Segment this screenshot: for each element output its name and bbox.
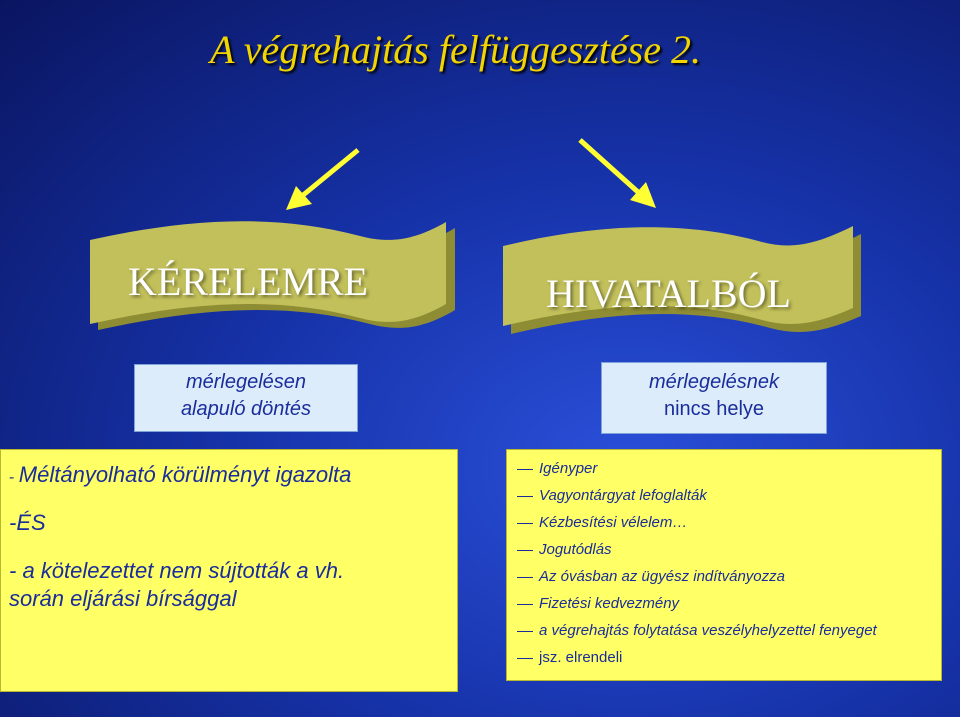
dash-icon bbox=[517, 550, 533, 551]
merlegelesen-box bbox=[134, 364, 358, 432]
dash-icon bbox=[517, 604, 533, 605]
case-item-7: a végrehajtás folytatása veszélyhelyzettel fenyeget bbox=[517, 622, 877, 639]
case-item-2: Vagyontárgyat lefoglalták bbox=[517, 487, 707, 504]
merlegelesen-line2: alapuló döntés bbox=[180, 398, 312, 420]
page-title: A végrehajtás felfüggesztése 2. bbox=[210, 27, 702, 72]
dash-icon bbox=[517, 658, 533, 659]
kerelemre-banner-label: KÉRELEMRE bbox=[128, 259, 368, 304]
condition-line-2: -ÉS bbox=[9, 510, 46, 535]
case-item-6: Fizetési kedvezmény bbox=[517, 595, 679, 612]
case-item-4: Jogutódlás bbox=[517, 541, 612, 558]
left-arrow-icon bbox=[286, 150, 358, 210]
right-arrow-icon bbox=[580, 140, 656, 208]
case-item-8: jsz. elrendeli bbox=[517, 649, 622, 666]
dash-icon bbox=[517, 631, 533, 632]
merlegelesen-line1: mérlegelésen bbox=[185, 371, 307, 393]
dash-icon bbox=[517, 496, 533, 497]
merlegelesnek-line2: nincs helye bbox=[663, 398, 765, 420]
dash-icon bbox=[517, 523, 533, 524]
hivatalbol-banner-label: HIVATALBÓL bbox=[546, 271, 791, 316]
condition-line-1-prefix: - bbox=[9, 469, 19, 486]
condition-line-1-text: Méltányolható körülményt igazolta bbox=[18, 462, 352, 487]
dash-icon bbox=[517, 469, 533, 470]
case-item-1: Igényper bbox=[517, 460, 597, 477]
merlegelesnek-line1: mérlegelésnek bbox=[648, 371, 780, 393]
left-conditions-box bbox=[0, 449, 458, 692]
dash-icon bbox=[517, 577, 533, 578]
condition-line-3: - a kötelezettet nem sújtották a vh. bbox=[9, 558, 345, 583]
merlegelesnek-box bbox=[601, 362, 827, 434]
case-item-3: Kézbesítési vélelem… bbox=[517, 514, 687, 531]
case-item-5: Az óvásban az ügyész indítványozza bbox=[517, 568, 785, 585]
condition-line-1 bbox=[9, 462, 351, 488]
condition-line-4: során eljárási bírsággal bbox=[9, 586, 237, 611]
right-cases-box bbox=[506, 449, 942, 681]
